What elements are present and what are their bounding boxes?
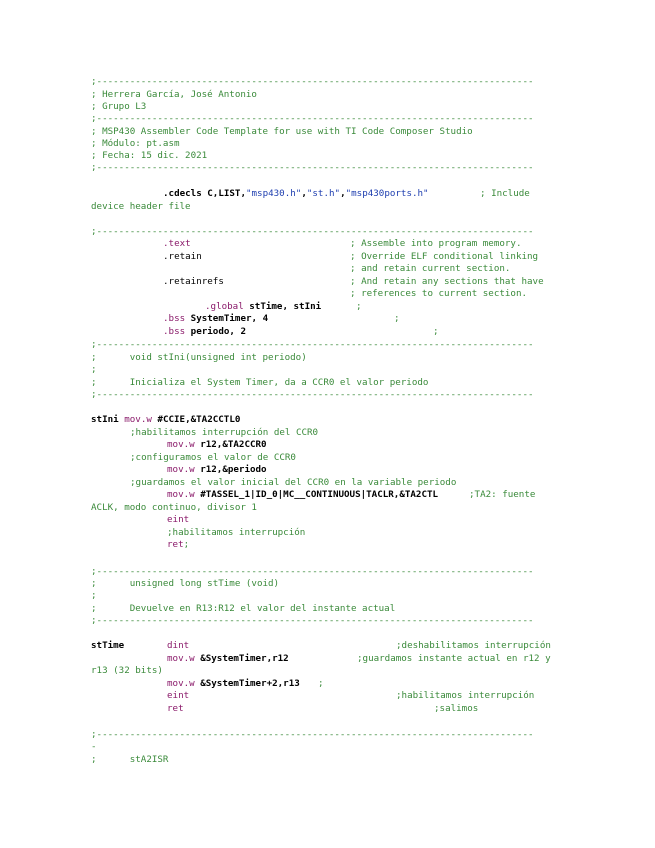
inline-comment: ;habilitamos interrupción del CCR0 xyxy=(130,427,319,438)
sttime-label: stTime xyxy=(91,640,125,651)
separator-rule: ;------------------------------------------------------------------------------- xyxy=(91,339,534,350)
cdecls-directive: .cdecls C,LIST, xyxy=(163,188,246,199)
stini-doc-signature: ; void stIni(unsigned int periodo) xyxy=(91,352,307,363)
bss-directive: .bss xyxy=(163,326,186,337)
instruction-line xyxy=(167,439,267,451)
separator-rule: ;------------------------------------------------------------------------------- xyxy=(91,113,534,124)
inline-comment: ;configuramos el valor de CCR0 xyxy=(130,452,296,463)
bss-symbol: periodo, 2 xyxy=(185,326,246,337)
retain-comment: ; Override ELF conditional linking xyxy=(350,251,539,262)
text-directive: .text xyxy=(163,238,191,249)
date-comment: ; Fecha: 15 dic. 2021 xyxy=(91,150,208,161)
mnemonic: mov.w xyxy=(124,414,152,425)
retain-directive: .retain xyxy=(163,251,202,262)
global-directive: .global xyxy=(205,301,244,312)
separator-rule: ;------------------------------------------------------------------------------- xyxy=(91,226,534,237)
inline-comment: ;habilitamos interrupción xyxy=(396,690,535,701)
stini-doc-blank: ; xyxy=(91,364,97,375)
retainrefs-directive: .retainrefs xyxy=(163,276,224,287)
mnemonic: ret xyxy=(167,539,184,550)
mnemonic: mov.w xyxy=(167,678,195,689)
mnemonic: eint xyxy=(167,514,190,525)
inline-comment: ;TA2: fuente xyxy=(469,489,536,500)
operands: r12,&periodo xyxy=(194,464,267,475)
instruction-line xyxy=(167,653,289,665)
bss-comment: ; xyxy=(433,326,439,337)
inline-comment-wrap: ACLK, modo continuo, divisor 1 xyxy=(91,502,257,513)
mnemonic: mov.w xyxy=(167,653,195,664)
inline-comment: ;deshabilitamos interrupción xyxy=(396,640,551,651)
stini-label: stIni xyxy=(91,414,119,425)
mnemonic: eint xyxy=(167,690,190,701)
global-line xyxy=(205,301,321,313)
bss-symbol: SystemTimer, 4 xyxy=(185,313,269,324)
mnemonic: ret xyxy=(167,703,184,714)
bss-line xyxy=(163,326,246,338)
separator-rule-wrap: - xyxy=(91,741,97,752)
mnemonic: mov.w xyxy=(167,439,195,450)
separator-rule: ;------------------------------------------------------------------------------- xyxy=(91,162,534,173)
global-comment: ; xyxy=(356,301,362,312)
instruction-line xyxy=(167,539,189,551)
operands: &SystemTimer+2,r13 xyxy=(194,678,300,689)
inline-comment: ;guardamos instante actual en r12 y xyxy=(357,653,551,664)
sttime-doc-description: ; Devuelve en R13:R12 el valor del instante actual xyxy=(91,603,396,614)
group-comment: ; Grupo L3 xyxy=(91,101,147,112)
bss-line xyxy=(163,313,268,325)
author-comment: ; Herrera García, José Antonio xyxy=(91,89,257,100)
inline-comment: ; xyxy=(183,539,190,550)
bss-directive: .bss xyxy=(163,313,186,324)
operands: #CCIE,&TA2CCTL0 xyxy=(151,414,241,425)
stini-first-line xyxy=(91,414,240,426)
text-comment: ; Assemble into program memory. xyxy=(350,238,522,249)
retainrefs-comment: ; And retain any sections that have xyxy=(350,276,544,287)
operands: r12,&TA2CCR0 xyxy=(194,439,267,450)
sttime-doc-blank: ; xyxy=(91,590,97,601)
instruction-line xyxy=(167,489,438,501)
global-symbols: stTime, stIni xyxy=(243,301,322,312)
retain-comment: ; and retain current section. xyxy=(350,263,511,274)
separator-rule: ;------------------------------------------------------------------------------- xyxy=(91,389,534,400)
cdecls-separator: , xyxy=(301,188,307,199)
instruction-line xyxy=(167,678,300,690)
mnemonic: mov.w xyxy=(167,464,195,475)
separator-rule: ;------------------------------------------------------------------------------- xyxy=(91,729,534,740)
operands: #TASSEL_1|ID_0|MC__CONTINUOUS|TACLR,&TA2CTL xyxy=(194,489,439,500)
cdecls-string: "msp430ports.h" xyxy=(345,188,429,199)
bss-comment: ; xyxy=(394,313,400,324)
inline-comment: ; xyxy=(318,678,324,689)
cdecls-string: "msp430.h" xyxy=(245,188,302,199)
inline-comment-wrap: r13 (32 bits) xyxy=(91,665,163,676)
cdecls-separator: , xyxy=(340,188,346,199)
cdecls-string: "st.h" xyxy=(306,188,341,199)
mnemonic: dint xyxy=(167,640,190,651)
inline-comment: ;habilitamos interrupción xyxy=(167,527,306,538)
instruction-line xyxy=(167,464,267,476)
stini-doc-description: ; Inicializa el System Timer, da a CCR0 el valor periodo xyxy=(91,377,429,388)
retainrefs-comment: ; references to current section. xyxy=(350,288,528,299)
cdecls-comment: ; Include xyxy=(480,188,530,199)
operands: &SystemTimer,r12 xyxy=(194,653,289,664)
separator-rule: ;------------------------------------------------------------------------------- xyxy=(91,615,534,626)
separator-rule: ;------------------------------------------------------------------------------- xyxy=(91,566,534,577)
isr-title-comment: ; stA2ISR xyxy=(91,754,169,765)
module-comment: ; Módulo: pt.asm xyxy=(91,138,180,149)
separator-rule: ;------------------------------------------------------------------------------- xyxy=(91,76,534,87)
mnemonic: mov.w xyxy=(167,489,195,500)
cdecls-comment-wrap: device header file xyxy=(91,201,191,212)
cdecls-line xyxy=(163,188,429,200)
inline-comment: ;salimos xyxy=(434,703,479,714)
sttime-doc-signature: ; unsigned long stTime (void) xyxy=(91,578,280,589)
inline-comment: ;guardamos el valor inicial del CCR0 en la variable periodo xyxy=(130,477,457,488)
template-comment: ; MSP430 Assembler Code Template for use with TI Code Composer Studio xyxy=(91,126,473,137)
